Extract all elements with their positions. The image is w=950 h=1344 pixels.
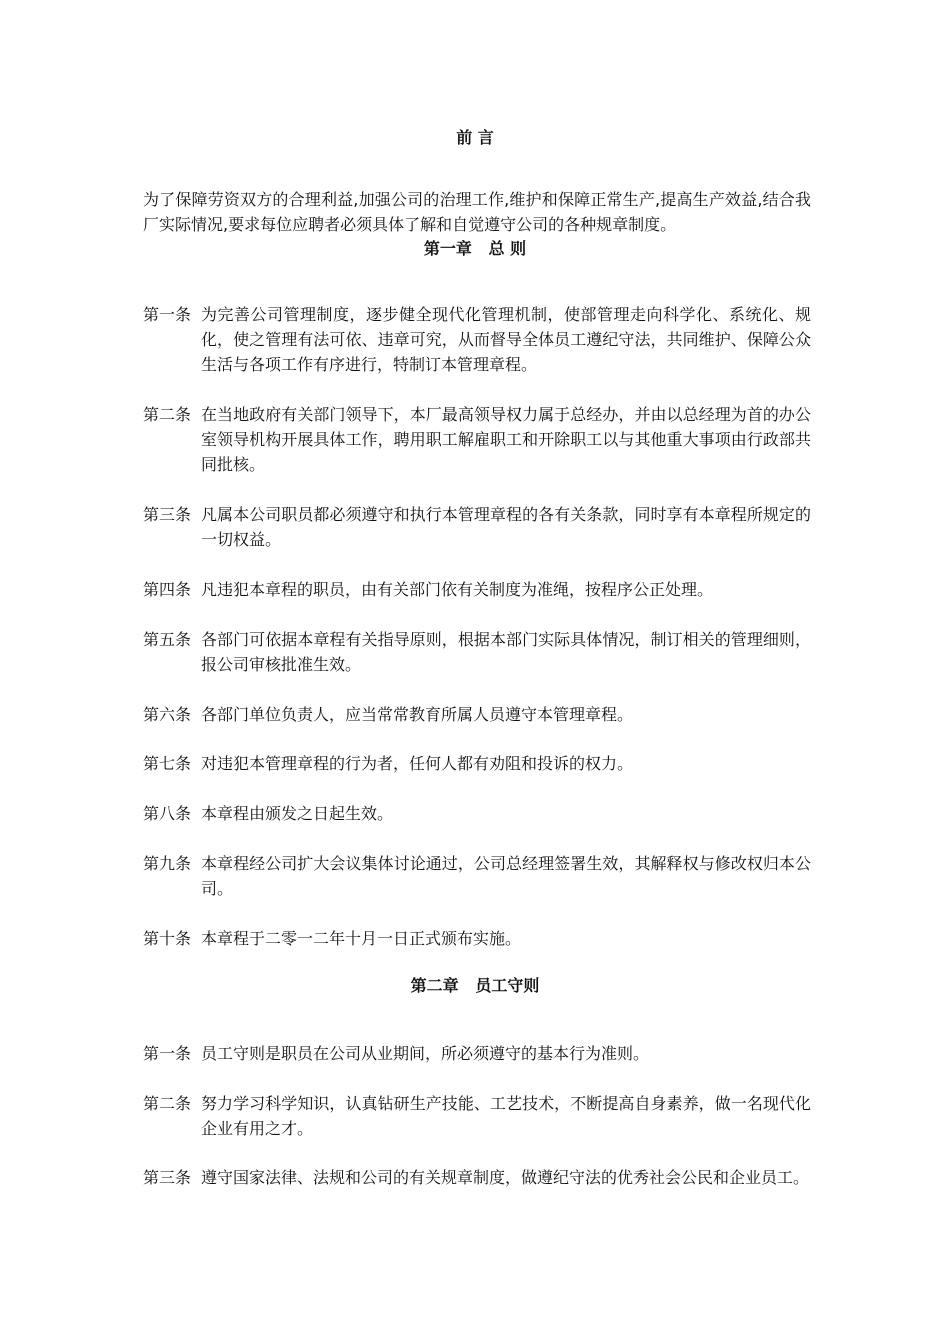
preface-title: 前 言 xyxy=(456,128,494,147)
article-text: 凡属本公司职员都必须遵守和执行本管理章程的各有关条款，同时享有本章程所规定的一切权益。 xyxy=(201,505,811,549)
article-number: 第二条 xyxy=(143,1094,192,1113)
article-number: 第三条 xyxy=(143,1168,192,1187)
article-number: 第六条 xyxy=(143,705,192,724)
chapter-1-article-10 xyxy=(143,926,811,951)
chapter-1-article-4 xyxy=(143,577,811,602)
article-text: 凡违犯本章程的职员，由有关部门依有关制度为准绳，按程序公正处理。 xyxy=(201,580,714,599)
article-number: 第八条 xyxy=(143,804,192,823)
chapter-2-title: 第二章 员工守则 xyxy=(410,976,540,995)
article-number: 第一条 xyxy=(143,1044,192,1063)
article-number: 第四条 xyxy=(143,580,192,599)
article-text: 各部门单位负责人，应当常常教育所属人员遵守本管理章程。 xyxy=(201,705,634,724)
chapter-1-article-9 xyxy=(143,851,811,901)
article-text: 对违犯本管理章程的行为者，任何人都有劝阻和投诉的权力。 xyxy=(201,754,634,773)
chapter-1-article-7 xyxy=(143,751,811,776)
chapter-2-article-3 xyxy=(143,1165,811,1190)
article-text: 努力学习科学知识，认真钻研生产技能、工艺技术，不断提高自身素养，做一名现代化企业有用之才。 xyxy=(201,1094,811,1138)
chapter-1-article-1 xyxy=(143,302,811,377)
chapter-1-article-8 xyxy=(143,801,811,826)
chapter-1-title: 第一章 总 则 xyxy=(423,239,527,258)
article-text: 本章程于二零一二年十月一日正式颁布实施。 xyxy=(201,929,522,948)
chapter-1-article-5 xyxy=(143,627,811,677)
article-text: 本章程经公司扩大会议集体讨论通过，公司总经理签署生效，其解释权与修改权归本公司。 xyxy=(201,854,811,898)
article-text: 为完善公司管理制度，逐步健全现代化管理机制，使部管理走向科学化、系统化、规化，使之管理有法可依、违章可究，从而督导全体员工遵纪守法，共同维护、保障公众生活与各项工作有序进行，特制订本管理章程。 xyxy=(201,305,811,374)
article-number: 第九条 xyxy=(143,854,192,873)
article-number: 第十条 xyxy=(143,929,192,948)
preface-paragraph: 为了保障劳资双方的合理利益,加强公司的治理工作,维护和保障正常生产,提高生产效益,结合我厂实际情况,要求每位应聘者必须具体了解和自觉遵守公司的各种规章制度。 xyxy=(143,190,811,234)
article-number: 第二条 xyxy=(143,405,192,424)
article-text: 本章程由颁发之日起生效。 xyxy=(201,804,394,823)
chapter-1-article-2 xyxy=(143,402,811,477)
chapter-2-article-2 xyxy=(143,1091,811,1141)
chapter-1-article-3 xyxy=(143,502,811,552)
article-number: 第一条 xyxy=(143,305,192,324)
article-text: 员工守则是职员在公司从业期间，所必须遵守的基本行为准则。 xyxy=(201,1044,650,1063)
chapter-2-article-1 xyxy=(143,1041,811,1066)
article-number: 第七条 xyxy=(143,754,192,773)
article-text: 各部门可依据本章程有关指导原则，根据本部门实际具体情况，制订相关的管理细则，报公司审核批准生效。 xyxy=(201,630,811,674)
article-number: 第三条 xyxy=(143,505,192,524)
article-text: 在当地政府有关部门领导下，本厂最高领导权力属于总经办，并由以总经理为首的办公室领导机构开展具体工作，聘用职工解雇职工和开除职工以与其他重大事项由行政部共同批核。 xyxy=(201,405,811,474)
article-text: 遵守国家法律、法规和公司的有关规章制度，做遵纪守法的优秀社会公民和企业员工。 xyxy=(201,1168,810,1187)
chapter-1-article-6 xyxy=(143,702,811,727)
article-number: 第五条 xyxy=(143,630,192,649)
